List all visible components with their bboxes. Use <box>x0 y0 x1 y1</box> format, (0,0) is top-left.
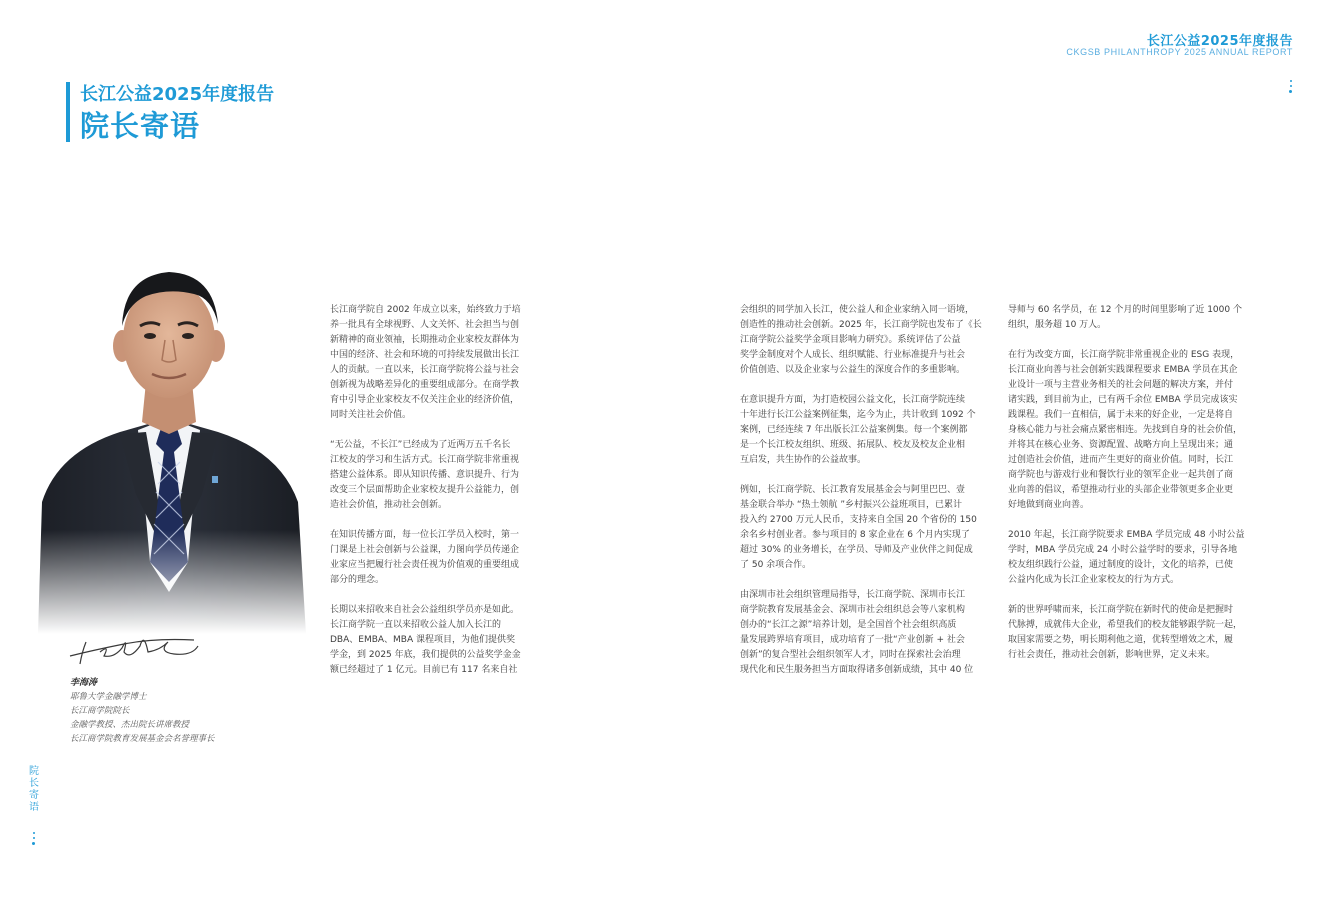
title-accent-bar <box>66 82 70 142</box>
signature <box>64 622 204 668</box>
report-title-en: CKGSB PHILANTHROPY 2025 ANNUAL REPORT <box>1066 47 1293 57</box>
report-title-cn: 长江公益2025年度报告 <box>1146 34 1293 49</box>
paragraph: 导师与 60 名学员，在 12 个月的时间里影响了近 1000 个 组织，服务超 10 万人。 <box>1008 305 1242 330</box>
paragraph: 新的世界呼啸而来，长江商学院在新时代的使命是把握时 代脉搏，成就伟大企业，希望我们的校友能够跟学院一起， 取国家需要之势，明长期利他之道，优转型增效之术，履 行社会责任，推动社会创新，影响世界，定义未来。 <box>1008 605 1243 660</box>
decorative-dots-left <box>32 832 36 848</box>
decorative-dots-right <box>1289 80 1293 96</box>
portrait-photo <box>28 262 310 634</box>
page-title: 院长寄语 <box>80 109 201 143</box>
paragraph: 2010 年起，长江商学院要求 EMBA 学员完成 48 小时公益 学时，MBA 学员完成 24 小时公益学时的要求，引导各地 校友组织践行公益，通过制度的设计，文化的培养，已使 公益内化成为长江企业家校友的行为方式。 <box>1008 530 1245 585</box>
paragraph: 由深圳市社会组织管理局指导，长江商学院、深圳市长江 商学院教育发展基金会、深圳市社会组织总会等八家机构 创办的“长江之源”培养计划，是全国首个社会组织高质 量发展跨界培育项目，成功培育了一批“产业创新 + 社会 创新”的复合型社会组织领军人才，同时在探索社会治理 现代化和民生服务担当方面取得诸多创新成绩，其中 40 位 <box>740 590 974 675</box>
dean-title-2: 长江商学院院长 <box>70 706 130 716</box>
side-section-label: 院长寄语 <box>29 766 39 813</box>
paragraph: 长江商学院自 2002 年成立以来，始终致力于培 养一批具有全球视野、人文关怀、社会担当与创 新精神的商业领袖，长期推动企业家校友群体为 中国的经济、社会和环境的可持续发展做出长江 人的贡献。一直以来，长江商学院将公益与社会 创新视为战略差异化的重要组成部分。在商学教 育中引导企业家校友不仅关注企业的经济价值， 同时关注社会价值。 <box>330 305 521 420</box>
text-column-2 <box>740 303 994 693</box>
paragraph: “无公益，不长江”已经成为了近两万五千名长 江校友的学习和生活方式。长江商学院非常重视 搭建公益体系。即从知识传播、意识提升、行为 改变三个层面帮助企业家校友提升公益能力，创 造社会价值，推动社会创新。 <box>330 440 520 510</box>
paragraph: 在意识提升方面，为打造校园公益文化，长江商学院连续 十年进行长江公益案例征集，迄今为止，共计收到 1092 个 案例，已经连续 7 年出版长江公益案例集。每一个案例都 是一个长江校友组织、班级、拓展队、校友及校友企业相 互启发，共生协作的公益故事。 <box>740 395 976 465</box>
paragraph: 会组织的同学加入长江，使公益人和企业家纳入同一语境， 创造性的推动社会创新。2025 年，长江商学院也发布了《长 江商学院公益奖学金项目影响力研究》。系统评估了公益 奖学金制度对个人成长、组织赋能、行业标准提升与社会 价值创造、以及企业家与公益生的深度合作的多重影响。 <box>740 305 982 375</box>
paragraph: 在知识传播方面，每一位长江学员入校时，第一 门课是上社会创新与公益课，力图向学员传递企 业家应当把履行社会责任视为价值观的重要组成 部分的理念。 <box>330 530 520 585</box>
paragraph: 在行为改变方面，长江商学院非常重视企业的 ESG 表现， 长江商业向善与社会创新实践课程要求 EMBA 学员在其企 业设计一项与主营业务相关的社会问题的解决方案，并付 诸实践，到目前为止，已有两千余位 EMBA 学员完成该实 践课程。我们一直相信，属于未来的好企业，一定是将自 身核心能力与社会痛点紧密相连。先找到自身的社会价值， 并将其在核心业务、资源配置、战略方向上呈现出来；通 过创造社会价值，进而产生更好的商业价值。同时，长江 商学院也与游戏行业和餐饮行业的领军企业一起共创了商 业向善的倡议，希望推动行业的头部企业带领更多企业更 好地做到商业向善。 <box>1008 350 1243 510</box>
paragraph: 例如，长江商学院、长江教育发展基金会与阿里巴巴、壹 基金联合举办 “热土领航 ”乡村振兴公益班项目，已累计 投入约 2700 万元人民币，支持来自全国 20 个省份的 150 余名乡村创业者。参与项目的 8 家企业在 6 个月内实现了 超过 30% 的业务增长，在学员、导师及产业伙伴之间促成 了 50 余项合作。 <box>740 485 977 570</box>
dean-title-3: 金融学教授、杰出院长讲席教授 <box>70 720 190 730</box>
text-column-3 <box>1008 303 1262 678</box>
dean-title-1: 耶鲁大学金融学博士 <box>70 692 147 702</box>
section-subtitle: 长江公益2025年度报告 <box>80 84 275 105</box>
paragraph: 长期以来招收来自社会公益组织学员亦是如此。 长江商学院一直以来招收公益人加入长江的 DBA、EMBA、MBA 课程项目，为他们提供奖 学金，到 2025 年底，我们提供的公益奖学金金 额已经超过了 1 亿元。目前已有 117 名来自社 <box>330 605 521 675</box>
text-column-1 <box>330 303 538 693</box>
dean-title-4: 长江商学院教育发展基金会名誉理事长 <box>70 734 215 744</box>
dean-name: 李海涛 <box>70 678 98 688</box>
